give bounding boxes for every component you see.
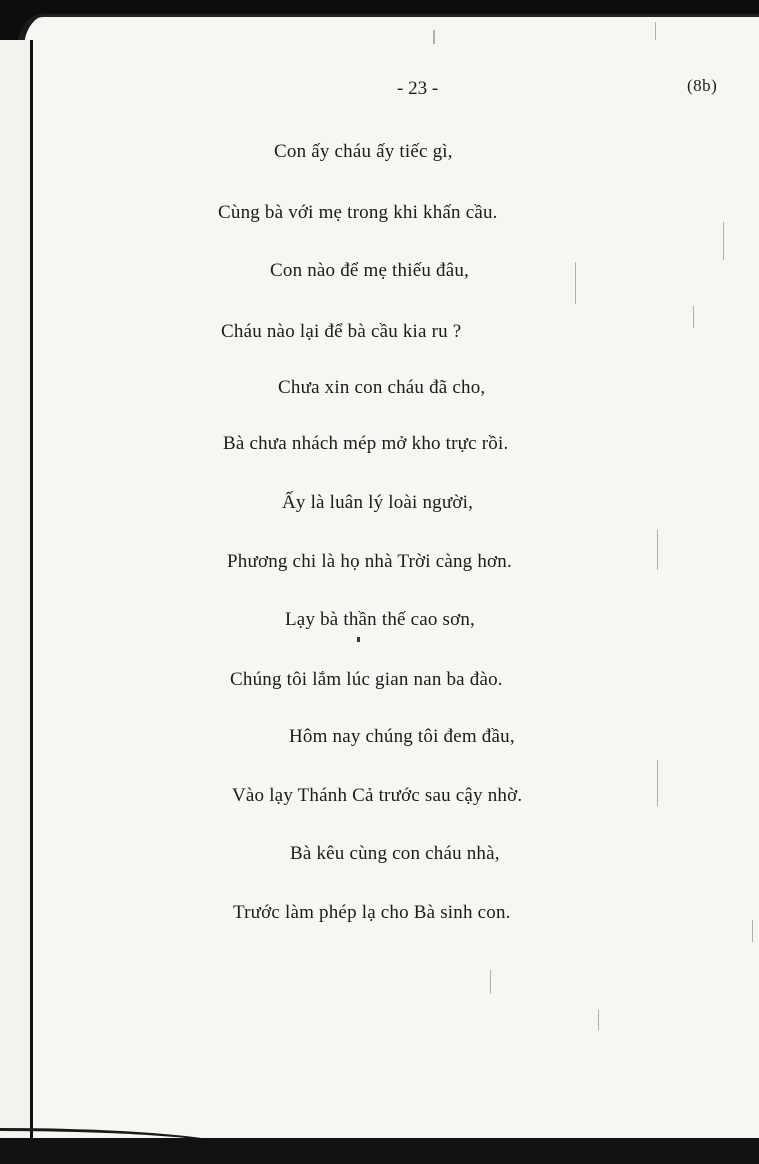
poem-line: Lạy bà thần thế cao sơn, — [285, 609, 476, 630]
scan-speck — [693, 306, 694, 328]
poem-line: Bà chưa nhách mép mở kho trực rồi. — [223, 433, 509, 454]
poem-line: Chưa xin con cháu đã cho, — [278, 377, 486, 398]
scan-speck — [657, 760, 658, 806]
scan-speck — [655, 22, 656, 40]
poem-line: Bà kêu cùng con cháu nhà, — [290, 843, 500, 864]
scan-speck — [575, 262, 576, 304]
poem-line: Ấy là luân lý loài người, — [282, 492, 474, 513]
scan-speck — [598, 1010, 599, 1030]
binding-edge — [0, 40, 33, 1164]
poem-line: Con ấy cháu ấy tiếc gì, — [274, 141, 453, 162]
scan-speck — [657, 530, 658, 570]
paper-sheet — [18, 14, 759, 1142]
scan-border-bottom — [0, 1138, 759, 1164]
scan-speck — [357, 637, 360, 642]
scan-speck — [752, 920, 753, 942]
scan-speck — [490, 970, 491, 994]
page-number: - 23 - — [397, 78, 439, 99]
poem-line: Cháu nào lại để bà cầu kia ru ? — [221, 321, 462, 342]
poem-line: Cùng bà với mẹ trong khi khấn cầu. — [218, 202, 498, 223]
scan-speck — [723, 222, 724, 260]
poem-line: Con nào để mẹ thiếu đâu, — [270, 260, 469, 281]
poem-line: Trước làm phép lạ cho Bà sinh con. — [233, 902, 511, 923]
poem-line: Hôm nay chúng tôi đem đầu, — [289, 726, 515, 747]
scan-speck — [433, 30, 435, 44]
poem-line: Vào lạy Thánh Cả trước sau cậy nhờ. — [232, 785, 523, 806]
folio-label: (8b) — [687, 76, 718, 95]
poem-line: Phương chi là họ nhà Trời càng hơn. — [227, 551, 512, 572]
poem-line: Chúng tôi lắm lúc gian nan ba đào. — [230, 669, 503, 690]
